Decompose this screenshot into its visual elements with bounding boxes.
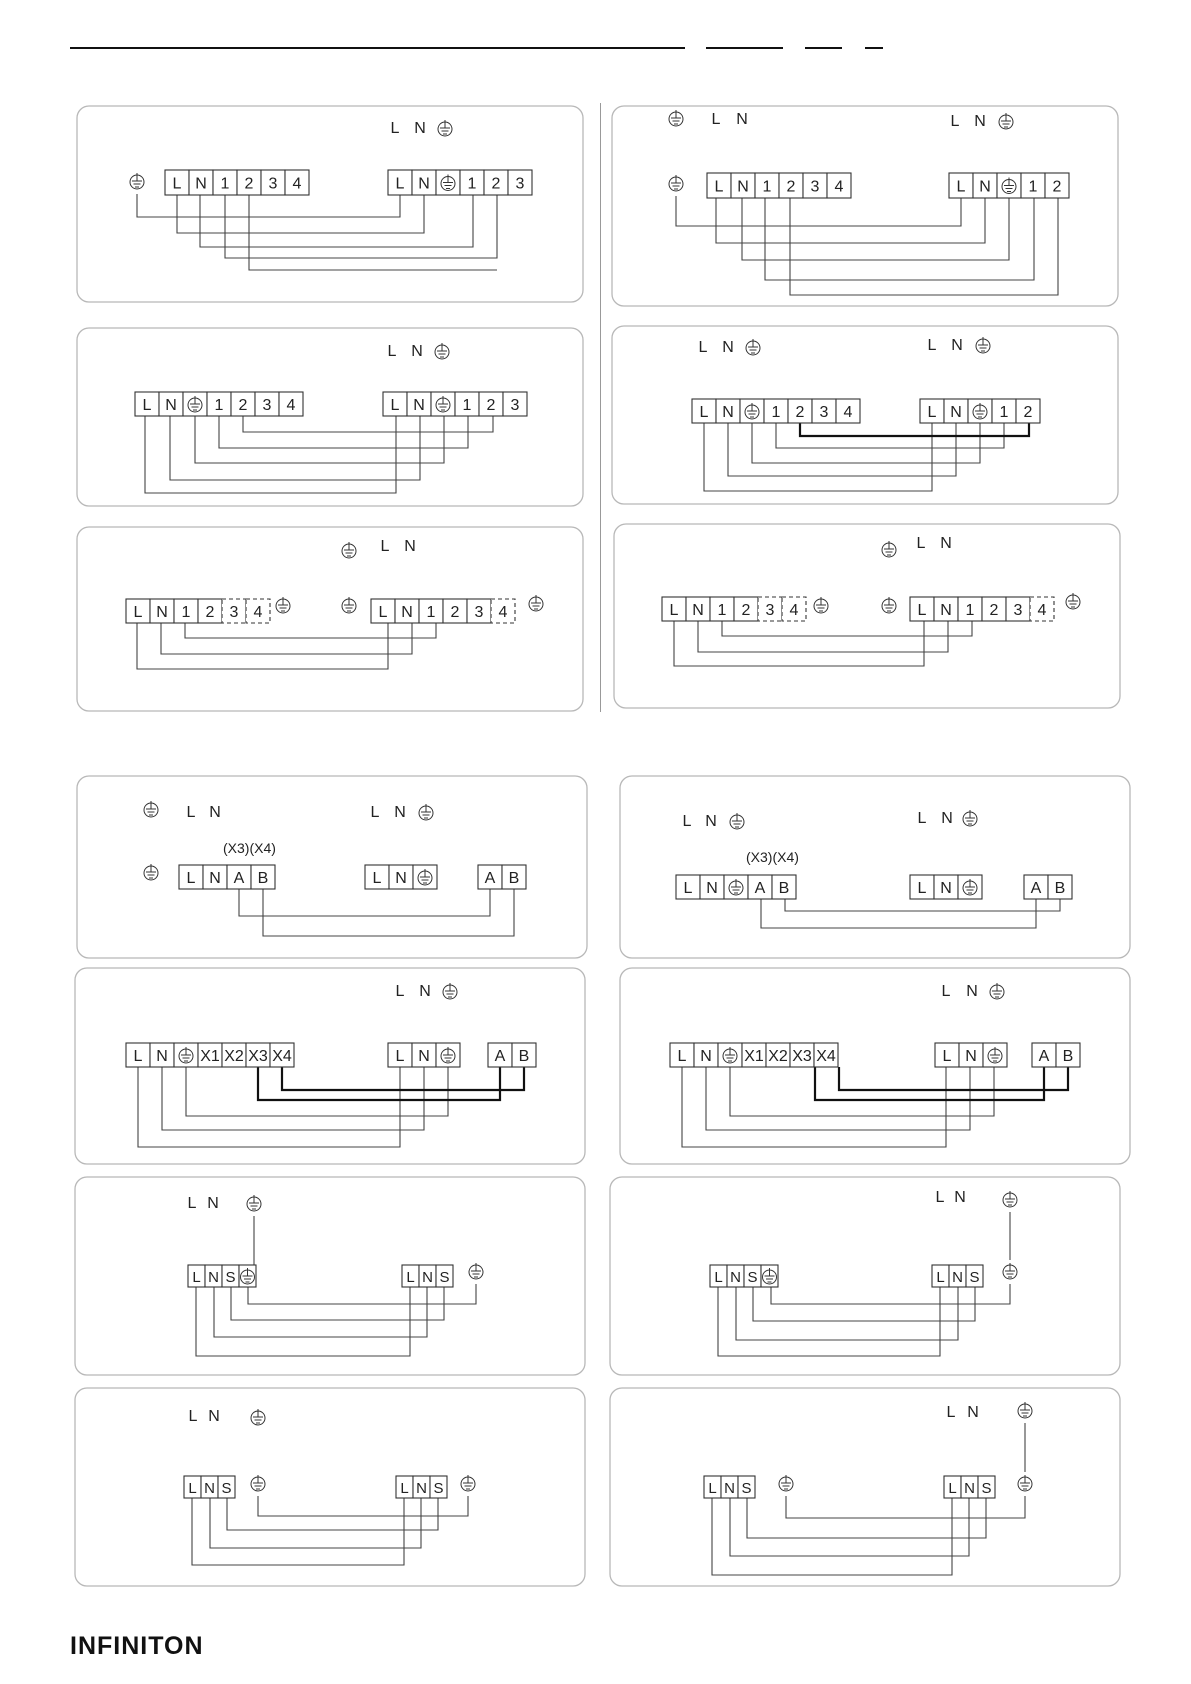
terminal-label: N bbox=[204, 1480, 215, 1497]
terminal-label: S bbox=[221, 1480, 232, 1497]
terminal-block-1 bbox=[135, 392, 303, 416]
terminal-block-1 bbox=[710, 1265, 778, 1287]
panel-frame bbox=[77, 106, 583, 302]
terminal-label: A bbox=[1038, 1048, 1050, 1065]
feed-label: N bbox=[966, 983, 978, 1000]
feed-label: N bbox=[394, 804, 406, 821]
terminal-label: N bbox=[722, 404, 734, 421]
terminal-label: 2 bbox=[795, 404, 805, 421]
terminal-label: L bbox=[390, 397, 400, 414]
terminal-label: L bbox=[406, 1269, 415, 1286]
feed-label: L bbox=[387, 343, 397, 360]
terminal-label: N bbox=[156, 604, 168, 621]
terminal-block-2 bbox=[396, 1476, 447, 1498]
wiring-panel-p11 bbox=[75, 1177, 585, 1375]
wiring-panel-p8 bbox=[620, 776, 1130, 958]
terminal-label: L bbox=[188, 1480, 197, 1497]
terminal-label: L bbox=[133, 1048, 143, 1065]
terminal-block-2 bbox=[388, 1043, 460, 1067]
terminal-label: 2 bbox=[238, 397, 248, 414]
terminal-label: B bbox=[1062, 1048, 1074, 1065]
terminal-block-3 bbox=[488, 1043, 536, 1067]
terminal-block-2 bbox=[910, 875, 982, 899]
terminal-note: (X3)(X4) bbox=[746, 849, 799, 865]
terminal-label: L bbox=[378, 604, 388, 621]
terminal-label: 3 bbox=[262, 397, 272, 414]
panel-frame bbox=[75, 1177, 585, 1375]
terminal-label: X1 bbox=[744, 1048, 764, 1065]
wiring-panel-p7 bbox=[77, 776, 587, 958]
terminal-label: L bbox=[948, 1480, 957, 1497]
terminal-label: N bbox=[208, 1269, 219, 1286]
terminal-label: N bbox=[209, 870, 221, 887]
terminal-label: 2 bbox=[244, 175, 254, 193]
terminal-label: L bbox=[669, 602, 679, 619]
feed-label: L bbox=[946, 1404, 956, 1421]
terminal-label: S bbox=[433, 1480, 444, 1497]
terminal-block-2 bbox=[935, 1043, 1007, 1067]
terminal-label: N bbox=[413, 397, 425, 414]
terminal-label: 1 bbox=[717, 602, 727, 619]
terminal-label: 1 bbox=[965, 602, 975, 619]
feed-label: L bbox=[927, 337, 937, 354]
terminal-label: 3 bbox=[810, 178, 820, 196]
terminal-block-2 bbox=[920, 399, 1040, 423]
terminal-label: N bbox=[965, 1048, 977, 1065]
terminal-block-1 bbox=[179, 865, 275, 889]
terminal-label: X4 bbox=[272, 1048, 292, 1065]
terminal-block-1 bbox=[707, 173, 851, 198]
terminal-label: L bbox=[192, 1269, 201, 1286]
terminal-label: N bbox=[724, 1480, 735, 1497]
feed-label: N bbox=[722, 339, 734, 356]
terminal-label: 2 bbox=[491, 175, 501, 193]
feed-label: L bbox=[380, 538, 390, 555]
brand-logo: INFINITON bbox=[70, 1632, 204, 1660]
terminal-label: B bbox=[1054, 880, 1066, 897]
feed-label: N bbox=[209, 804, 221, 821]
wiring-panel-p14 bbox=[610, 1388, 1120, 1586]
feed-label: N bbox=[954, 1189, 966, 1206]
terminal-label: 1 bbox=[999, 404, 1009, 421]
feed-label: N bbox=[208, 1408, 220, 1425]
terminal-label: 4 bbox=[834, 178, 844, 196]
terminal-label: L bbox=[942, 1048, 952, 1065]
feed-label: N bbox=[419, 983, 431, 1000]
terminal-label: 1 bbox=[1028, 178, 1038, 196]
terminal-label: 4 bbox=[292, 175, 302, 193]
panel-frame bbox=[77, 328, 583, 506]
terminal-label: N bbox=[950, 404, 962, 421]
feed-label: N bbox=[414, 120, 426, 137]
terminal-block-1 bbox=[165, 170, 309, 195]
terminal-block-2 bbox=[365, 865, 437, 889]
terminal-block-2 bbox=[949, 173, 1069, 198]
feed-label: L bbox=[935, 1189, 945, 1206]
terminal-label: 2 bbox=[205, 604, 215, 621]
terminal-label: 4 bbox=[253, 604, 263, 621]
terminal-label: L bbox=[936, 1269, 945, 1286]
terminal-block-1 bbox=[704, 1476, 755, 1498]
terminal-label: L bbox=[677, 1048, 687, 1065]
terminal-label: N bbox=[395, 870, 407, 887]
terminal-label: 2 bbox=[1023, 404, 1033, 421]
terminal-label: 2 bbox=[786, 178, 796, 196]
feed-label: L bbox=[187, 1195, 197, 1212]
terminal-label: L bbox=[927, 404, 937, 421]
terminal-label: L bbox=[186, 870, 196, 887]
terminal-label: 4 bbox=[843, 404, 853, 421]
terminal-label: L bbox=[699, 404, 709, 421]
feed-label: N bbox=[967, 1404, 979, 1421]
feed-label: N bbox=[951, 337, 963, 354]
terminal-label: 2 bbox=[741, 602, 751, 619]
terminal-block-3 bbox=[1032, 1043, 1080, 1067]
terminal-label: L bbox=[917, 602, 927, 619]
feed-label: N bbox=[411, 343, 423, 360]
terminal-label: X2 bbox=[768, 1048, 788, 1065]
terminal-label: 3 bbox=[268, 175, 278, 193]
terminal-label: L bbox=[400, 1480, 409, 1497]
feed-label: L bbox=[370, 804, 380, 821]
terminal-block-2 bbox=[402, 1265, 453, 1287]
wiring-panel-p10 bbox=[620, 968, 1130, 1164]
terminal-label: N bbox=[422, 1269, 433, 1286]
terminal-label: N bbox=[952, 1269, 963, 1286]
feed-label: L bbox=[682, 813, 692, 830]
terminal-label: 2 bbox=[1052, 178, 1062, 196]
terminal-label: N bbox=[416, 1480, 427, 1497]
terminal-label: 3 bbox=[229, 604, 239, 621]
feed-label: N bbox=[940, 535, 952, 552]
terminal-label: N bbox=[418, 175, 430, 193]
terminal-label: N bbox=[700, 1048, 712, 1065]
feed-label: N bbox=[941, 810, 953, 827]
terminal-label: 2 bbox=[450, 604, 460, 621]
terminal-label: L bbox=[683, 880, 693, 897]
terminal-label: 3 bbox=[819, 404, 829, 421]
terminal-label: 2 bbox=[989, 602, 999, 619]
terminal-label: B bbox=[508, 870, 520, 887]
terminal-label: 4 bbox=[789, 602, 799, 619]
feed-label: L bbox=[395, 983, 405, 1000]
terminal-label: N bbox=[706, 880, 718, 897]
panel-frame bbox=[612, 106, 1118, 306]
terminal-block-1 bbox=[126, 599, 270, 623]
terminal-label: 1 bbox=[462, 397, 472, 414]
terminal-label: 2 bbox=[486, 397, 496, 414]
terminal-label: N bbox=[165, 397, 177, 414]
terminal-label: 1 bbox=[467, 175, 477, 193]
terminal-block-1 bbox=[692, 399, 860, 423]
terminal-block-3 bbox=[1024, 875, 1072, 899]
panel-frame bbox=[612, 326, 1118, 504]
terminal-label: N bbox=[692, 602, 704, 619]
terminal-label: N bbox=[418, 1048, 430, 1065]
wiring-panel-p2 bbox=[612, 106, 1118, 306]
feed-label: L bbox=[186, 804, 196, 821]
terminal-block-2 bbox=[944, 1476, 995, 1498]
terminal-label: A bbox=[1030, 880, 1042, 897]
terminal-label: S bbox=[969, 1269, 980, 1286]
terminal-label: N bbox=[979, 178, 991, 196]
terminal-label: A bbox=[754, 880, 766, 897]
terminal-label: S bbox=[439, 1269, 450, 1286]
feed-label: L bbox=[188, 1408, 198, 1425]
terminal-label: L bbox=[714, 178, 724, 196]
terminal-label: 4 bbox=[286, 397, 296, 414]
wiring-panel-p4 bbox=[612, 326, 1118, 504]
terminal-label: N bbox=[964, 1480, 975, 1497]
panel-frame bbox=[620, 776, 1130, 958]
terminal-label: X2 bbox=[224, 1048, 244, 1065]
wiring-panel-p9 bbox=[75, 968, 585, 1164]
terminal-label: L bbox=[395, 1048, 405, 1065]
terminal-label: A bbox=[233, 870, 245, 887]
terminal-label: 4 bbox=[498, 604, 508, 621]
wiring-panel-p3 bbox=[77, 328, 583, 506]
terminal-label: L bbox=[372, 870, 382, 887]
terminal-block-1 bbox=[184, 1476, 235, 1498]
feed-label: L bbox=[950, 113, 960, 130]
feed-label: L bbox=[390, 120, 400, 137]
feed-label: N bbox=[404, 538, 416, 555]
terminal-label: 1 bbox=[214, 397, 224, 414]
terminal-label: N bbox=[730, 1269, 741, 1286]
terminal-label: N bbox=[156, 1048, 168, 1065]
wiring-panel-p12 bbox=[610, 1177, 1120, 1375]
terminal-label: L bbox=[133, 604, 143, 621]
terminal-label: N bbox=[940, 602, 952, 619]
feed-label: L bbox=[916, 535, 926, 552]
terminal-label: X3 bbox=[792, 1048, 812, 1065]
wiring-panel-p5 bbox=[77, 527, 583, 711]
terminal-label: 4 bbox=[1037, 602, 1047, 619]
panel-frame bbox=[75, 1388, 585, 1586]
terminal-label: 1 bbox=[771, 404, 781, 421]
terminal-label: X1 bbox=[200, 1048, 220, 1065]
feed-label: N bbox=[736, 111, 748, 128]
terminal-block-1 bbox=[126, 1043, 294, 1067]
feed-label: L bbox=[941, 983, 951, 1000]
terminal-label: 1 bbox=[426, 604, 436, 621]
feed-label: N bbox=[207, 1195, 219, 1212]
feed-label: L bbox=[711, 111, 721, 128]
feed-label: L bbox=[698, 339, 708, 356]
terminal-label: 3 bbox=[474, 604, 484, 621]
terminal-label: 3 bbox=[1013, 602, 1023, 619]
terminal-label: S bbox=[981, 1480, 992, 1497]
terminal-label: L bbox=[714, 1269, 723, 1286]
terminal-label: A bbox=[494, 1048, 506, 1065]
terminal-label: 1 bbox=[181, 604, 191, 621]
wiring-panel-p1 bbox=[77, 106, 583, 302]
terminal-label: X3 bbox=[248, 1048, 268, 1065]
terminal-label: S bbox=[225, 1269, 236, 1286]
terminal-label: L bbox=[708, 1480, 717, 1497]
panel-frame bbox=[610, 1177, 1120, 1375]
terminal-label: L bbox=[395, 175, 405, 193]
terminal-label: N bbox=[401, 604, 413, 621]
terminal-block-2 bbox=[383, 392, 527, 416]
feed-label: L bbox=[917, 810, 927, 827]
terminal-block-1 bbox=[662, 597, 806, 621]
terminal-block-2 bbox=[371, 599, 515, 623]
terminal-label: B bbox=[518, 1048, 530, 1065]
feed-label: N bbox=[705, 813, 717, 830]
terminal-label: 3 bbox=[765, 602, 775, 619]
terminal-label: N bbox=[940, 880, 952, 897]
terminal-label: X4 bbox=[816, 1048, 836, 1065]
terminal-label: L bbox=[956, 178, 966, 196]
terminal-label: 1 bbox=[762, 178, 772, 196]
terminal-block-1 bbox=[670, 1043, 838, 1067]
terminal-label: 1 bbox=[220, 175, 230, 193]
terminal-block-1 bbox=[676, 875, 796, 899]
terminal-block-2 bbox=[388, 170, 532, 195]
terminal-label: S bbox=[741, 1480, 752, 1497]
terminal-label: 3 bbox=[510, 397, 520, 414]
terminal-block-2 bbox=[910, 597, 1054, 621]
terminal-label: N bbox=[195, 175, 207, 193]
terminal-label: N bbox=[737, 178, 749, 196]
terminal-label: L bbox=[917, 880, 927, 897]
terminal-label: B bbox=[257, 870, 269, 887]
terminal-block-1 bbox=[188, 1265, 256, 1287]
terminal-label: S bbox=[747, 1269, 758, 1286]
terminal-label: L bbox=[142, 397, 152, 414]
terminal-label: L bbox=[172, 175, 182, 193]
terminal-label: B bbox=[778, 880, 790, 897]
wiring-panel-p6 bbox=[614, 524, 1120, 708]
terminal-block-2 bbox=[932, 1265, 983, 1287]
terminal-label: 3 bbox=[515, 175, 525, 193]
terminal-label: A bbox=[484, 870, 496, 887]
terminal-block-3 bbox=[478, 865, 526, 889]
terminal-note: (X3)(X4) bbox=[223, 840, 276, 856]
wiring-panel-p13 bbox=[75, 1388, 585, 1586]
feed-label: N bbox=[974, 113, 986, 130]
